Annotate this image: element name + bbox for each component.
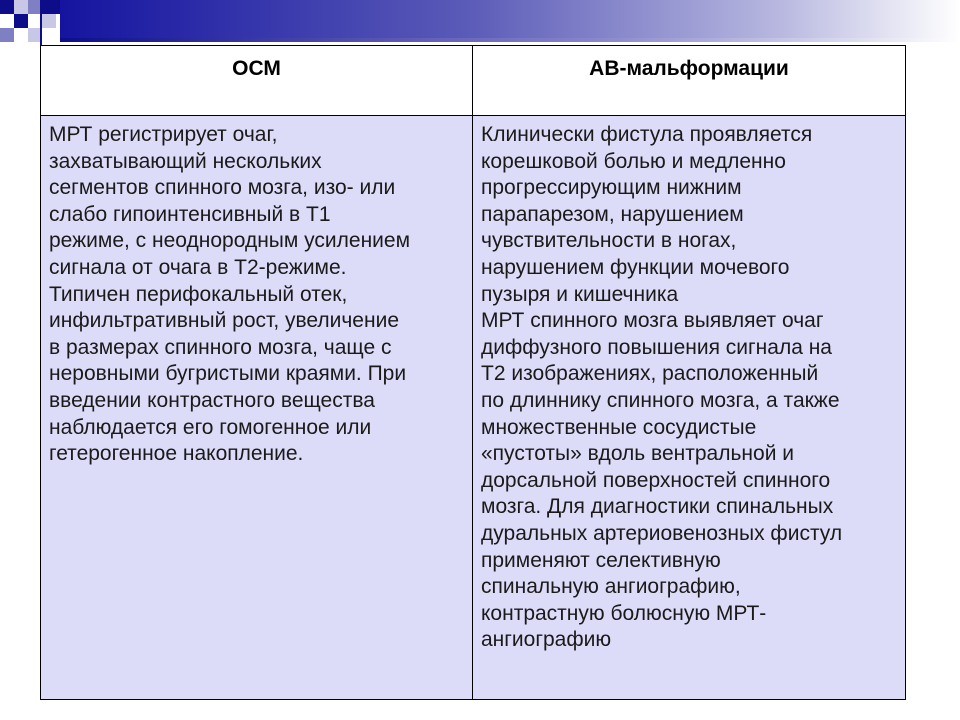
text-line: МРТ спинного мозга выявляет очаг	[481, 309, 824, 333]
av-malformation-description-text	[473, 116, 905, 654]
text-line: нарушением функции мочевого	[481, 255, 790, 279]
text-line: по длиннику спинного мозга, а также	[481, 388, 840, 412]
decor-square	[42, 0, 60, 14]
text-line: ангиографию	[481, 628, 612, 652]
text-line: гетерогенное накопление.	[49, 442, 304, 466]
text-line: контрастную болюсную МРТ-	[481, 601, 767, 625]
osm-description-text	[41, 116, 472, 468]
decorative-gradient-band	[60, 0, 960, 38]
header-cell-av-malformations	[473, 46, 906, 116]
text-line: множественные сосудистые	[481, 415, 757, 439]
text-line: парапарезом, нарушением	[481, 202, 744, 226]
text-line: пузыря и кишечника	[481, 282, 679, 306]
decor-square	[42, 14, 56, 28]
decorative-gradient-underline	[60, 38, 960, 42]
text-line: применяют селективную	[481, 548, 721, 572]
header-label: ОСМ	[232, 57, 281, 80]
text-line: наблюдается его гомогенное или	[49, 415, 372, 439]
text-line: мозга. Для диагностики спинальных	[481, 495, 834, 519]
text-line: введении контрастного вещества	[49, 388, 375, 412]
decor-square	[14, 0, 28, 14]
table-header-row	[41, 46, 906, 116]
text-line: сигнала от очага в Т2-режиме.	[49, 255, 347, 279]
text-line: захватывающий нескольких	[49, 149, 322, 173]
text-line: Типичен перифокальный отек,	[49, 282, 348, 306]
text-line: дуральных артериовенозных фистул	[481, 521, 843, 545]
text-line: сегментов спинного мозга, изо- или	[49, 176, 396, 200]
text-line: прогрессирующим нижним	[481, 176, 742, 200]
text-line: чувствительности в ногах,	[481, 229, 737, 253]
decor-square	[0, 0, 14, 14]
header-label: АВ-мальформации	[589, 57, 789, 80]
text-line: слабо гипоинтенсивный в Т1	[49, 202, 331, 226]
text-line: МРТ регистрирует очаг,	[49, 123, 278, 146]
text-line: Клинически фистула проявляется	[481, 123, 813, 146]
text-line: в размерах спинного мозга, чаще с	[49, 335, 392, 359]
comparison-table	[40, 45, 906, 700]
text-line: корешковой болью и медленно	[481, 149, 786, 173]
text-line: неровными бугристыми краями. При	[49, 362, 407, 386]
text-line: инфильтративный рост, увеличение	[49, 309, 399, 333]
av-malformation-description-cell	[473, 116, 906, 700]
text-line: спинальную ангиографию,	[481, 575, 741, 599]
text-line: дорсальной поверхностей спинного	[481, 468, 831, 492]
decor-square	[14, 14, 28, 28]
text-line: диффузного повышения сигнала на	[481, 335, 832, 359]
text-line: «пустоты» вдоль вентральной и	[481, 442, 795, 466]
text-line: режиме, с неоднородным усилением	[49, 229, 411, 253]
header-cell-osm	[41, 46, 473, 116]
text-line: Т2 изображениях, расположенный	[481, 362, 819, 386]
osm-description-cell	[41, 116, 473, 700]
table-row	[41, 116, 906, 700]
decor-square	[0, 28, 14, 42]
